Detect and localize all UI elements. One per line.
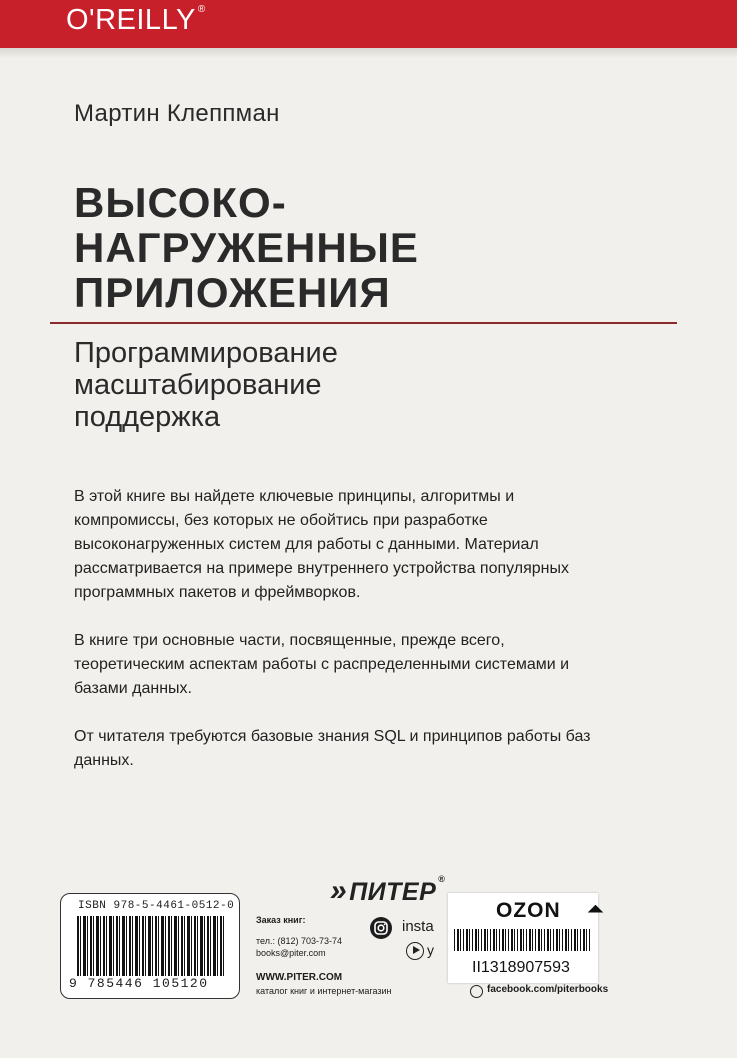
oreilly-logo: [66, 4, 206, 37]
isbn-number: ISBN 978-5-4461-0512-0: [78, 900, 235, 912]
description-paragraph: От читателя требуются базовые знания SQL и принципов работы баз данных.: [74, 728, 591, 769]
barcode-bars: [77, 916, 225, 976]
facebook-icon: [470, 985, 483, 998]
book-subtitle: [74, 337, 338, 433]
ean-number: 9 785446 105120: [69, 976, 209, 991]
catalog-text: каталог книг и интернет-магазин: [256, 986, 392, 996]
title-divider: [50, 322, 677, 324]
book-description: [74, 485, 594, 797]
instagram-text: insta: [402, 918, 434, 935]
youtube-text: y: [427, 942, 434, 958]
band-shadow: [0, 48, 737, 58]
order-phone: тел.: (812) 703-73-74: [256, 936, 343, 946]
publisher-band: [0, 0, 737, 48]
title-line: ВЫСОКО-: [74, 179, 287, 226]
facebook-text: facebook.com/piterbooks: [487, 984, 609, 995]
description-paragraph: В этой книге вы найдете ключевые принципы, алгоритмы и компромиссы, без которых не обойтись при разработке высоконагруженных систем для работы с данными. Материал рассматривается на примере внутреннего устройства популярных программных пакетов и фреймворков.: [74, 488, 570, 601]
title-line: ПРИЛОЖЕНИЯ: [74, 269, 391, 316]
subtitle-line: поддержка: [74, 401, 221, 433]
piter-registered-mark: ®: [438, 874, 446, 884]
instagram-icon: [370, 917, 392, 939]
piter-logo-text: ПИТЕР: [349, 878, 437, 906]
order-email: books@piter.com: [256, 948, 326, 958]
book-title: [74, 180, 419, 315]
sticker-barcode: [454, 929, 592, 951]
ozon-brand: OZON: [496, 899, 561, 922]
isbn-barcode: [60, 893, 240, 999]
description-paragraph: В книге три основные части, посвященные, прежде всего, теоретическим аспектам работы с распределенными системами и базами данных.: [74, 632, 570, 697]
title-line: НАГРУЖЕННЫЕ: [74, 224, 419, 271]
author-name: Мартин Клеппман: [74, 100, 280, 127]
publisher-website: WWW.PITER.COM: [256, 972, 343, 983]
subtitle-line: масштабирование: [74, 369, 322, 401]
sticker-code: II1318907593: [472, 959, 570, 976]
youtube-icon: [406, 942, 424, 960]
registered-mark: ®: [197, 4, 206, 15]
order-label: Заказ книг:: [256, 915, 306, 925]
piter-logo: [330, 874, 445, 908]
oreilly-logo-text: O'REILLY: [66, 4, 196, 36]
ozon-sticker: [448, 893, 598, 983]
subtitle-line: Программирование: [74, 337, 338, 369]
piter-chevron-icon: »: [330, 874, 348, 907]
